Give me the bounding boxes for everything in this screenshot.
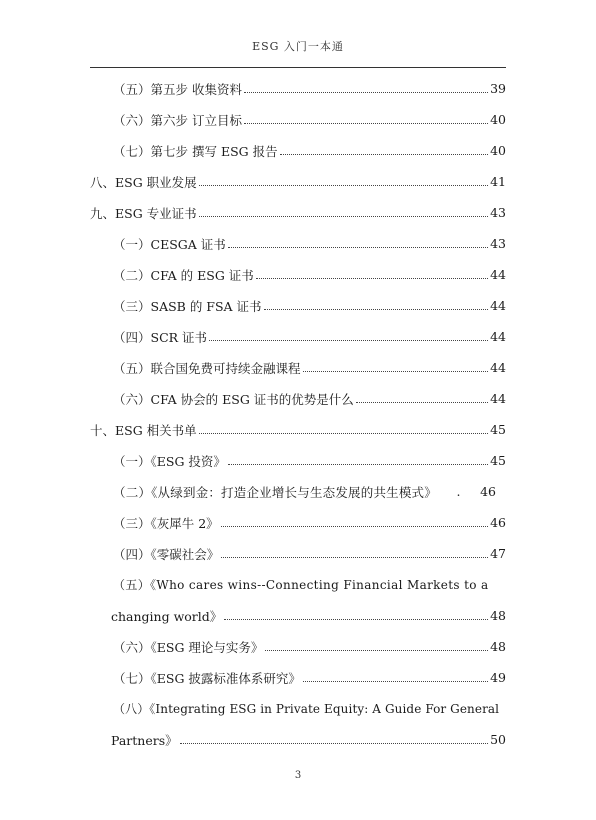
toc-leader-dots (244, 92, 488, 93)
toc-leader-dots (228, 247, 488, 248)
toc-entry-page: 48 (490, 639, 506, 654)
toc-entry[interactable] (113, 445, 506, 476)
toc-entry-label: （六）CFA 协会的 ESG 证书的优势是什么 (113, 391, 354, 407)
toc-entry-page: 43 (490, 205, 506, 220)
toc-leader-dots (221, 526, 488, 527)
toc-leader-dots (228, 464, 488, 465)
toc-entry-first-line[interactable] (113, 693, 506, 724)
toc-entry[interactable] (113, 104, 506, 135)
running-header: ESG 入门一本通 (252, 40, 344, 53)
toc-entry-label: （一）《ESG 投资》 (113, 453, 226, 469)
toc-leader-dots (280, 154, 488, 155)
toc-leader-dots (265, 650, 488, 651)
toc-leader-dots (303, 681, 488, 682)
toc-entry[interactable] (113, 476, 496, 507)
toc-entry[interactable] (90, 197, 506, 228)
toc-leader-dots (224, 619, 488, 620)
toc-entry-label: （四）SCR 证书 (113, 329, 208, 345)
toc-entry-page: 44 (490, 329, 506, 344)
toc-entry-page: 47 (490, 546, 506, 561)
toc-entry[interactable] (90, 414, 506, 445)
toc-entry-label-continuation: changing world》 (111, 608, 223, 624)
toc-entry-page: 49 (490, 670, 506, 685)
toc-leader-dots (221, 557, 488, 558)
toc-leader-dots (264, 309, 489, 310)
toc-leader-dots (303, 371, 489, 372)
toc-entry-label: （五）联合国免费可持续金融课程 (113, 360, 301, 376)
toc-entry-page: 44 (490, 391, 506, 406)
toc-entry-page: 40 (490, 112, 506, 127)
toc-entry-page: 44 (490, 360, 506, 375)
toc-entry-label: （七）第七步 撰写 ESG 报告 (113, 143, 278, 159)
toc-entry[interactable] (113, 259, 506, 290)
toc-leader-dots (244, 123, 488, 124)
toc-entry[interactable] (113, 228, 506, 259)
toc-entry-label: 九、ESG 专业证书 (90, 205, 197, 221)
toc-entry-label: （五）第五步 收集资料 (113, 81, 242, 97)
toc-entry-page: 48 (490, 608, 506, 623)
toc-entry-first-line[interactable] (113, 569, 506, 600)
toc-leader-dots (256, 278, 488, 279)
toc-entry-page: 39 (490, 81, 506, 96)
toc-entry-label: 十、ESG 相关书单 (90, 422, 197, 438)
toc-entry[interactable] (113, 631, 506, 662)
toc-leader-dots (209, 340, 488, 341)
toc-entry-label: （四）《零碳社会》 (113, 546, 220, 562)
toc-entry-page: 46 (490, 515, 506, 530)
toc-entry-label: （二）《从绿到金：打造企业增长与生态发展的共生模式》 (113, 484, 437, 500)
toc-entry[interactable] (113, 352, 506, 383)
toc-entry-page: 45 (490, 453, 506, 468)
toc-entry[interactable] (113, 135, 506, 166)
toc-entry-label: （七）《ESG 披露标准体系研究》 (113, 670, 301, 686)
toc-entry-page: 46 (480, 484, 496, 499)
toc-leader-dots (180, 743, 488, 744)
toc-entry[interactable] (113, 290, 506, 321)
toc-entry[interactable] (113, 538, 506, 569)
header-rule (90, 67, 506, 68)
toc-entry-page: 44 (490, 298, 506, 313)
toc-entry[interactable] (113, 662, 506, 693)
toc-leader-dot: . (456, 484, 461, 499)
toc-entry[interactable] (113, 321, 506, 352)
toc-leader-dots (356, 402, 488, 403)
toc-leader-dots (199, 185, 488, 186)
toc-leader-dots (199, 433, 488, 434)
toc-entry-label: 八、ESG 职业发展 (90, 174, 197, 190)
toc-entry-page: 43 (490, 236, 506, 251)
toc-entry-continuation[interactable] (111, 724, 506, 755)
toc-entry-label: （一）CESGA 证书 (113, 236, 226, 252)
toc-entry[interactable] (113, 73, 506, 104)
toc-entry[interactable] (113, 383, 506, 414)
toc-entry-page: 45 (490, 422, 506, 437)
toc-entry-label: （六）《ESG 理论与实务》 (113, 639, 264, 655)
toc-entry[interactable] (90, 166, 506, 197)
toc-entry-label: （六）第六步 订立目标 (113, 112, 242, 128)
toc-entry-page: 40 (490, 143, 506, 158)
toc-entry-continuation[interactable] (111, 600, 506, 631)
toc-entry-label: （三）SASB 的 FSA 证书 (113, 298, 262, 314)
toc-entry-label: （八）《Integrating ESG in Private Equity: A Guide For General (113, 702, 500, 716)
toc-entry[interactable] (113, 507, 506, 538)
toc-leader-dots (199, 216, 488, 217)
toc-entry-label-continuation: Partners》 (111, 732, 178, 748)
toc-entry-label: （五）《Who cares wins--Connecting Financial Markets to a (113, 578, 489, 592)
toc-entry-page: 50 (490, 732, 506, 747)
page-number: 3 (294, 770, 302, 781)
toc-entry-page: 44 (490, 267, 506, 282)
toc-entry-label: （二）CFA 的 ESG 证书 (113, 267, 254, 283)
toc-entry-page: 41 (490, 174, 506, 189)
toc-entry-label: （三）《灰犀牛 2》 (113, 515, 219, 531)
